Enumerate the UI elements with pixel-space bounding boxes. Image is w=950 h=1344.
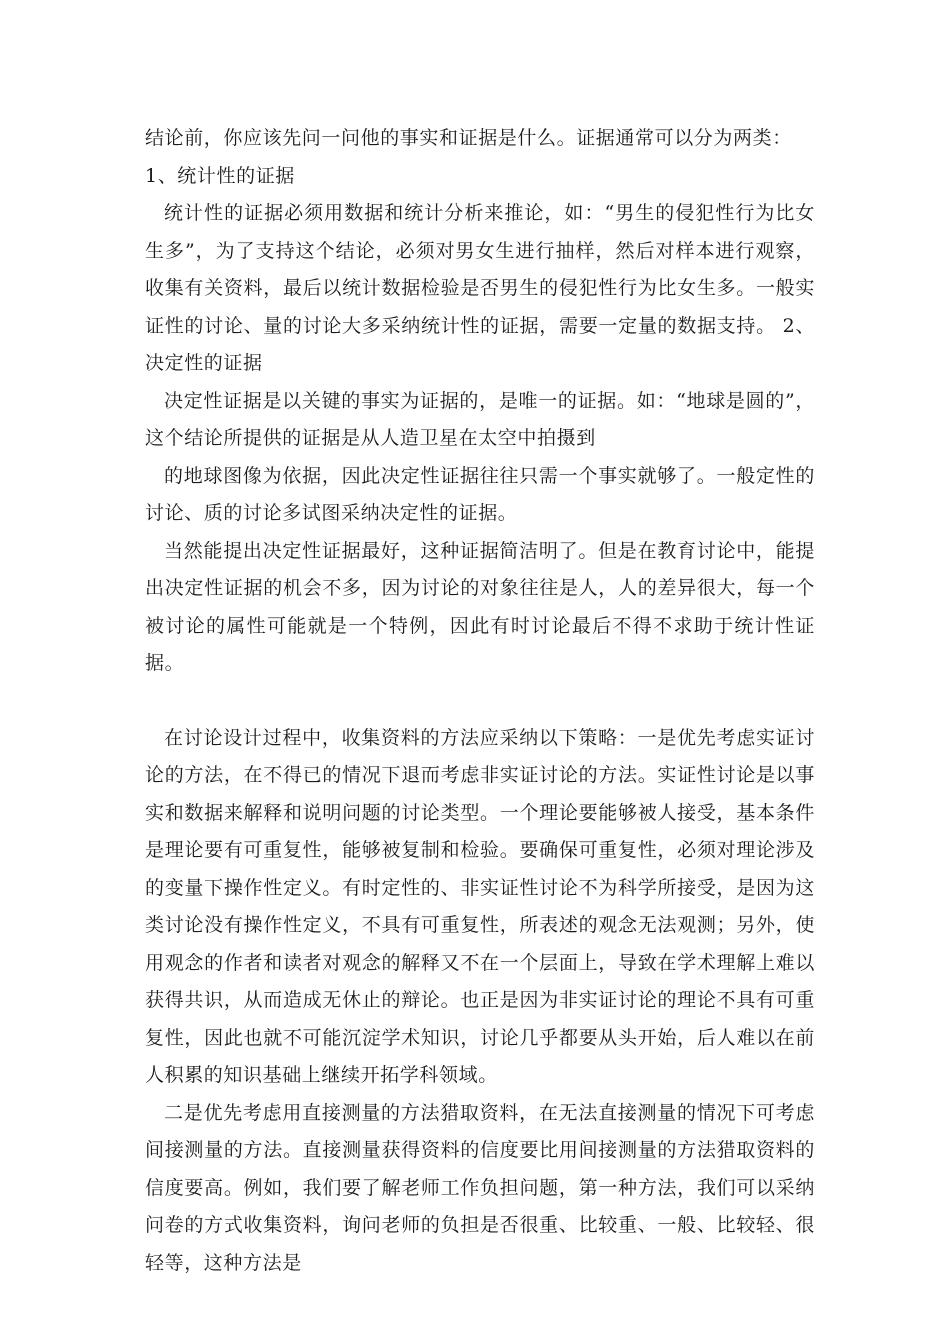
document-body: [145, 120, 815, 1282]
paragraph-strategy-two: 二是优先考虑用直接测量的方法猎取资料，在无法直接测量的情况下可考虑间接测量的方法。直接测量获得资料的信度要比用间接测量的方法猎取资料的信度要高。例如，我们要了解老师工作负担问题，第一种方法，我们可以采纳问卷的方式收集资料，询问老师的负担是否很重、比较重、一般、比较轻、很轻等，这种方法是: [145, 1101, 815, 1274]
paragraph-strategy-one: 在讨论设计过程中，收集资料的方法应采纳以下策略：一是优先考虑实证讨论的方法，在不得已的情况下退而考虑非实证讨论的方法。实证性讨论是以事实和数据来解释和说明问题的讨论类型。一个理论要能够被人接受，基本条件是理论要有可重复性，能够被复制和检验。要确保可重复性，必须对理论涉及的变量下操作性定义。有时定性的、非实证性讨论不为科学所接受，是因为这类讨论没有操作性定义，不具有可重复性，所表述的观念无法观测；另外，使用观念的作者和读者对观念的解释又不在一个层面上，导致在学术理解上难以获得共识，从而造成无休止的辩论。也正是因为非实证讨论的理论不具有可重复性，因此也就不可能沉淀学术知识，讨论几乎都要从头开始，后人难以在前人积累的知识基础上继续开拓学科领域。: [145, 726, 815, 1086]
paragraph-intro: 结论前，你应该先问一问他的事实和证据是什么。证据通常可以分为两类：: [145, 127, 792, 149]
paragraph-evidence-summary: 当然能提出决定性证据最好，这种证据简洁明了。但是在教育讨论中，能提出决定性证据的机会不多，因为讨论的对象往往是人，人的差异很大，每一个被讨论的属性可能就是一个特例，因此有时讨论最后不得不求助于统计性证据。: [145, 539, 815, 674]
paragraph-decisive-evidence-continued: 的地球图像为依据，因此决定性证据往往只需一个事实就够了。一般定性的讨论、质的讨论多试图采纳决定性的证据。: [145, 464, 815, 524]
paragraph-statistical-evidence: 统计性的证据必须用数据和统计分析来推论，如：“男生的侵犯性行为比女生多”，为了支持这个结论，必须对男女生进行抽样，然后对样本进行观察，收集有关资料，最后以统计数据检验是否男生的侵犯性行为比女生多。一般实证性的讨论、量的讨论大多采纳统计性的证据，需要一定量的数据支持。 2、决定性的证据: [145, 202, 815, 374]
paragraph-decisive-evidence: 决定性证据是以关键的事实为证据的，是唯一的证据。如：“地球是圆的”，这个结论所提供的证据是从人造卫星在太空中拍摄到: [145, 389, 815, 449]
paragraph-gap: [145, 683, 815, 720]
heading-statistical-evidence: 1、统计性的证据: [145, 164, 295, 187]
